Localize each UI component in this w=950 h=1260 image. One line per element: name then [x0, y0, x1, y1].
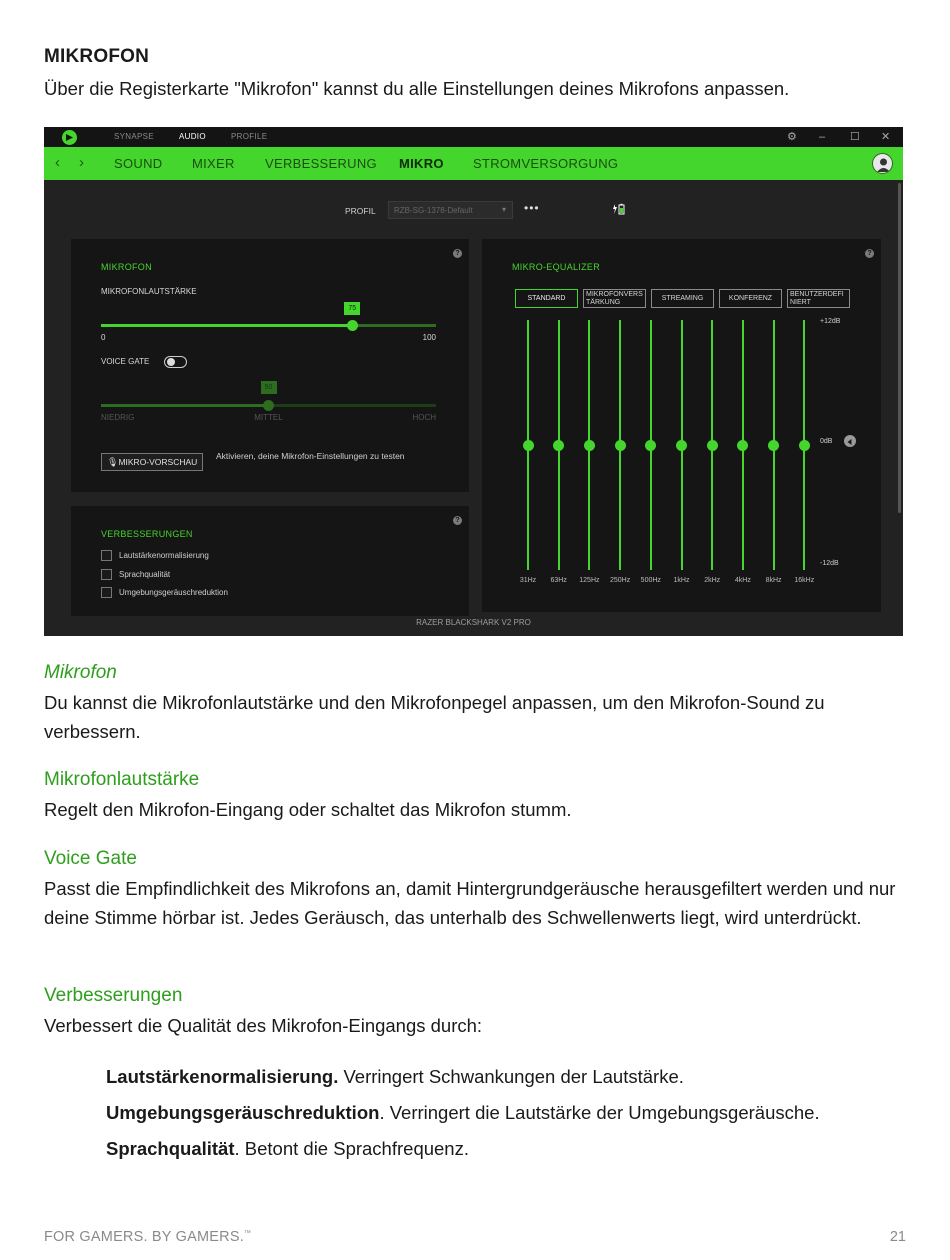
close-icon[interactable]: ✕	[881, 131, 891, 143]
bullet-normalization	[106, 1066, 684, 1088]
eq-band-knob[interactable]	[707, 440, 718, 451]
enhancements-panel	[71, 506, 469, 616]
gate-knob[interactable]	[263, 400, 274, 411]
intro-text: Über die Registerkarte "Mikrofon" kannst du alle Einstellungen deines Mikrofons anpassen.	[44, 78, 790, 99]
page-heading: MIKROFON	[44, 46, 150, 67]
mic-volume-label: MIKROFONLAUTSTÄRKE	[101, 287, 197, 296]
bullet-desc: . Verringert die Lautstärke der Umgebungsgeräusche.	[379, 1102, 820, 1123]
enhancements-title: VERBESSERUNGEN	[101, 529, 193, 539]
eq-band-knob[interactable]	[799, 440, 810, 451]
synapse-screenshot	[44, 127, 903, 636]
profile-select[interactable]	[388, 201, 513, 219]
tab-mixer[interactable]: MIXER	[192, 156, 235, 171]
help-icon[interactable]: ?	[865, 249, 874, 258]
title-bar	[44, 127, 903, 147]
help-icon[interactable]: ?	[453, 516, 462, 525]
help-icon[interactable]: ?	[453, 249, 462, 258]
preset-mic-boost[interactable]: MIKROFONVERS TÄRKUNG	[583, 289, 646, 308]
nav-bar	[44, 147, 903, 180]
microphone-icon: 🎙	[107, 457, 119, 467]
eq-band-label: 500Hz	[640, 577, 661, 584]
back-arrow-icon[interactable]: ‹	[55, 154, 60, 171]
eq-band-knob[interactable]	[553, 440, 564, 451]
eq-band-label: 250Hz	[609, 577, 631, 584]
bullet-desc: . Betont die Sprachfrequenz.	[234, 1138, 469, 1159]
section-text-voice-gate: Passt die Empfindlichkeit des Mikrofons an, damit Hintergrundgeräusche herausgefiltert werden und nur deine Stimme hörbar ist. Jedes Geräusch, das unterhalb des Schwellenwerts liegt, wird unterdrückt.	[44, 878, 896, 928]
option-voice-quality-label: Sprachqualität	[119, 570, 171, 579]
eq-reset-icon[interactable]	[844, 435, 856, 447]
gate-mid-label: MITTEL	[254, 413, 283, 422]
voice-gate-toggle[interactable]	[164, 356, 187, 368]
eq-band-knob[interactable]	[768, 440, 779, 451]
tab-mikro[interactable]: MIKRO	[399, 156, 444, 171]
settings-gear-icon[interactable]: ⚙	[787, 131, 797, 143]
eq-band-label: 2kHz	[704, 577, 721, 584]
maximize-icon[interactable]: ☐	[850, 131, 860, 143]
option-noise-reduction-label: Umgebungsgeräuschreduktion	[119, 588, 228, 597]
bullet-term: Lautstärkenormalisierung.	[106, 1066, 339, 1087]
device-name: RAZER BLACKSHARK V2 PRO	[416, 618, 531, 627]
titlebar-profile[interactable]: PROFILE	[231, 132, 268, 141]
preset-custom[interactable]: BENUTZERDEFI NIERT	[787, 289, 850, 308]
section-title-enhancements: Verbesserungen	[44, 985, 183, 1006]
tab-verbesserung[interactable]: VERBESSERUNG	[265, 156, 377, 171]
eq-band-label: 125Hz	[579, 577, 600, 584]
gate-fill	[101, 404, 269, 407]
section-text-enhancements: Verbessert die Qualität des Mikrofon-Eingangs durch:	[44, 1015, 483, 1036]
gate-low-label: NIEDRIG	[101, 413, 135, 422]
bullet-desc: Verringert Schwankungen der Lautstärke.	[338, 1066, 684, 1087]
chevron-down-icon: ▾	[501, 205, 506, 214]
eq-band-label: 8kHz	[765, 577, 782, 584]
user-avatar-icon[interactable]	[872, 153, 893, 174]
eq-band-knob[interactable]	[737, 440, 748, 451]
tab-sound[interactable]: SOUND	[114, 156, 163, 171]
forward-arrow-icon[interactable]: ›	[79, 154, 84, 171]
profile-label: PROFIL	[345, 206, 376, 216]
tab-stromversorgung[interactable]: STROMVERSORGUNG	[473, 156, 619, 171]
section-title-voice-gate: Voice Gate	[44, 848, 137, 869]
mic-preview-description: Aktivieren, deine Mikrofon-Einstellungen zu testen	[216, 451, 405, 461]
section-title-mic-volume: Mikrofonlautstärke	[44, 769, 200, 790]
eq-title: MIKRO-EQUALIZER	[512, 262, 601, 272]
footer-tagline	[44, 1229, 251, 1245]
eq-band-knob[interactable]	[584, 440, 595, 451]
eq-band-label: 1kHz	[673, 577, 690, 584]
checkbox-voice-quality[interactable]	[101, 569, 112, 580]
section-text-mic-volume: Regelt den Mikrofon-Eingang oder schaltet das Mikrofon stumm.	[44, 799, 572, 820]
profile-more-button[interactable]: •••	[524, 201, 540, 215]
preset-streaming[interactable]: STREAMING	[651, 289, 714, 308]
toggle-knob	[167, 358, 175, 366]
battery-charging-icon	[612, 202, 626, 216]
eq-band-knob[interactable]	[615, 440, 626, 451]
eq-band-knob[interactable]	[645, 440, 656, 451]
voice-gate-label: VOICE GATE	[101, 357, 150, 366]
eq-band-knob[interactable]	[676, 440, 687, 451]
checkbox-normalization[interactable]	[101, 550, 112, 561]
volume-value-bubble: 75	[344, 302, 360, 315]
minimize-icon[interactable]: –	[819, 131, 826, 143]
page-number: 21	[889, 1229, 906, 1245]
footer-tagline-text: FOR GAMERS. BY GAMERS.	[44, 1229, 244, 1245]
eq-band-knob[interactable]	[523, 440, 534, 451]
eq-band-label: 4kHz	[734, 577, 751, 584]
gate-high-label: HOCH	[412, 413, 436, 422]
checkbox-noise-reduction[interactable]	[101, 587, 112, 598]
trademark-symbol: ™	[243, 1230, 252, 1238]
mic-preview-label: MIKRO-VORSCHAU	[118, 457, 198, 467]
bullet-term: Sprachqualität	[106, 1138, 235, 1159]
volume-min-label: 0	[101, 333, 106, 342]
volume-knob[interactable]	[347, 320, 358, 331]
volume-fill	[101, 324, 352, 327]
eq-band-label: 63Hz	[550, 577, 567, 584]
gate-value-bubble: 50	[261, 381, 277, 394]
bullet-voice-quality	[106, 1138, 469, 1160]
titlebar-audio[interactable]: AUDIO	[179, 132, 206, 141]
mic-panel-title: MIKROFON	[101, 262, 152, 272]
volume-max-label: 100	[422, 333, 436, 342]
eq-db-mid: 0dB	[820, 438, 833, 445]
bullet-noise-reduction	[106, 1102, 820, 1124]
razer-logo-icon	[62, 130, 77, 145]
eq-db-bottom: -12dB	[820, 560, 839, 567]
mic-preview-button[interactable]	[101, 453, 203, 471]
preset-conference[interactable]: KONFERENZ	[719, 289, 782, 308]
option-normalization-label: Lautstärkenormalisierung	[119, 551, 209, 560]
profile-select-value: RZB-SG-1378-Default	[394, 206, 473, 215]
eq-band-label: 16kHz	[794, 577, 815, 584]
eq-db-top: +12dB	[820, 318, 841, 325]
titlebar-synapse[interactable]: SYNAPSE	[114, 132, 154, 141]
bullet-term: Umgebungsgeräuschreduktion	[106, 1102, 380, 1123]
section-text-mikrofon: Du kannst die Mikrofonlautstärke und den Mikrofonpegel anpassen, um den Mikrofon-Sound zu verbessern.	[44, 692, 825, 742]
preset-standard[interactable]: STANDARD	[515, 289, 578, 308]
eq-band-label: 31Hz	[519, 577, 537, 584]
section-title-mikrofon: Mikrofon	[44, 662, 117, 683]
scrollbar[interactable]	[898, 183, 901, 513]
